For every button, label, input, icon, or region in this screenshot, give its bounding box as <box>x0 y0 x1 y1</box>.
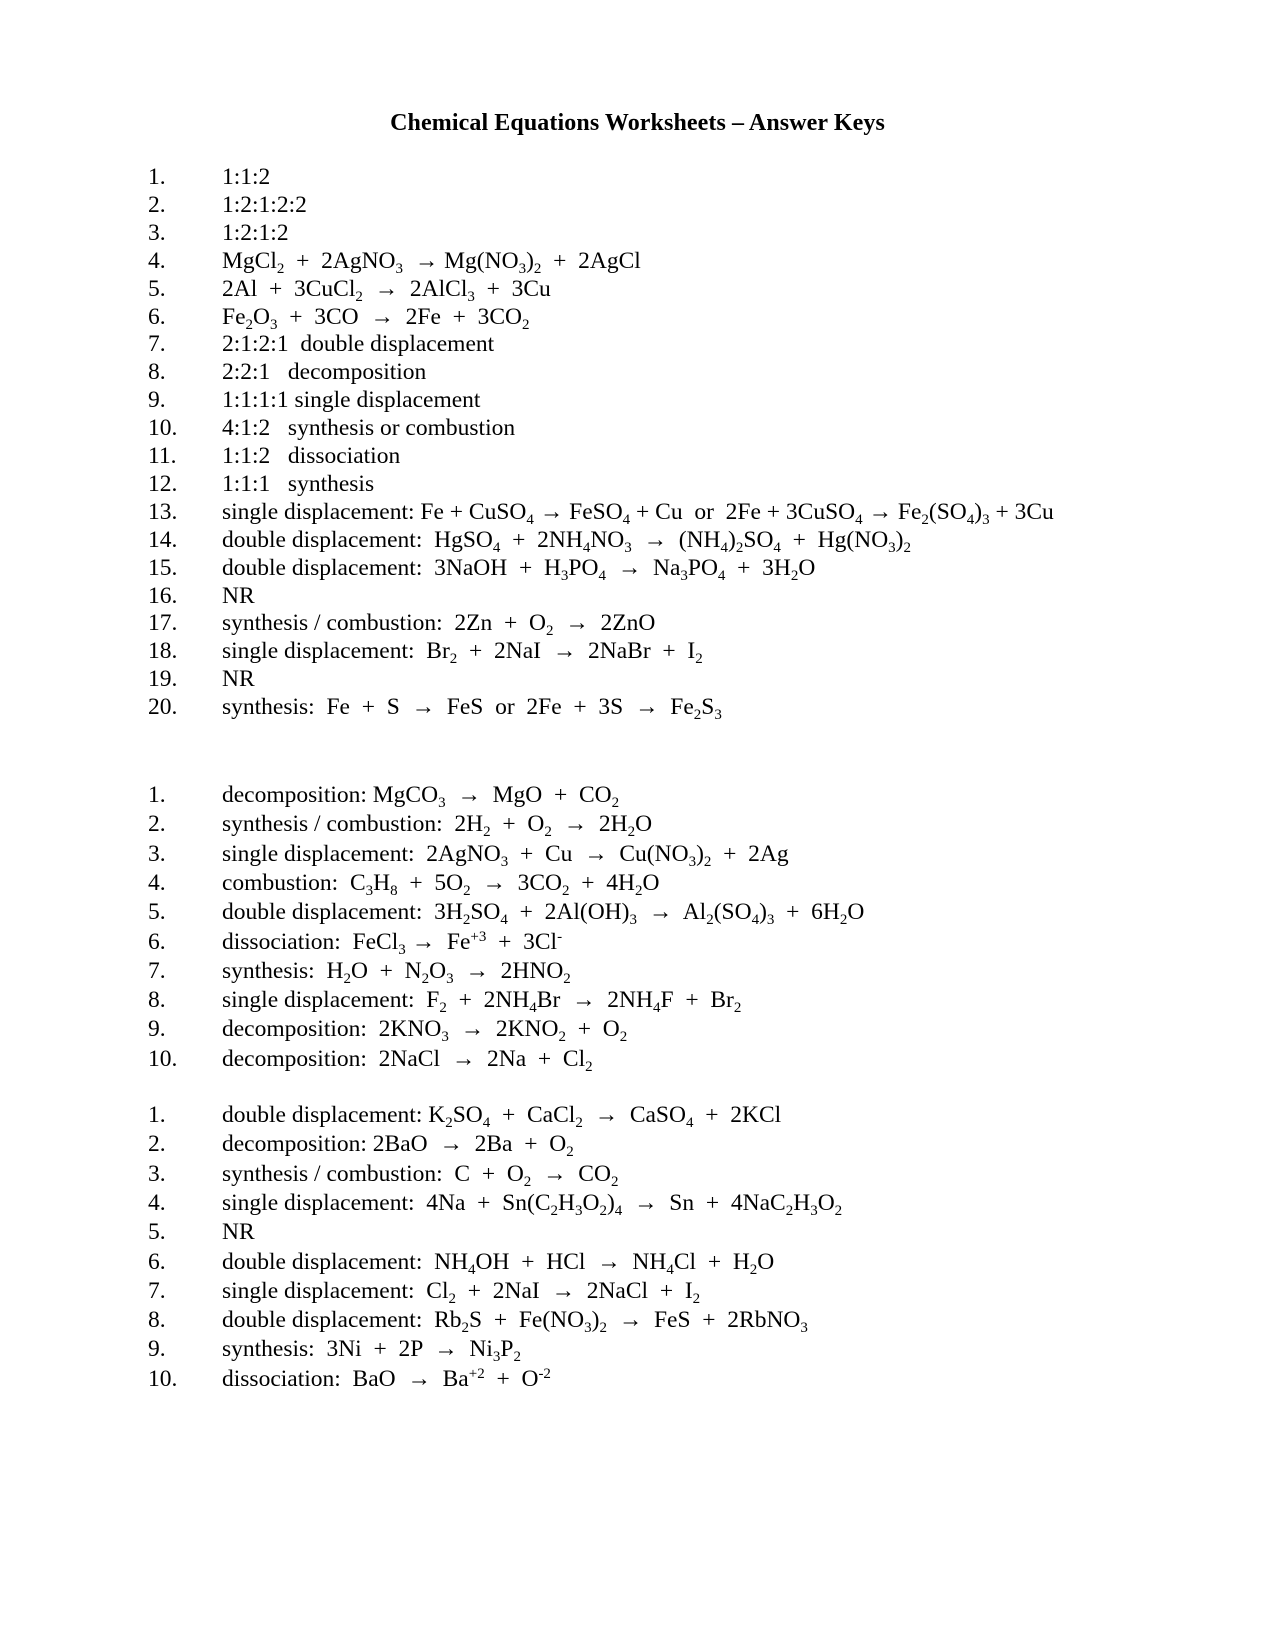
answer-row <box>0 470 1275 498</box>
answer-row <box>0 1248 1275 1276</box>
answer-text: 1:1:1:1 single displacement <box>222 387 481 414</box>
answer-text: dissociation: FeCl$_3$ → $Fe^{+3} + 3Cl^-$ <box>222 928 563 958</box>
answer-row <box>0 665 1275 693</box>
answer-number: 5. <box>148 275 166 302</box>
answer-row <box>0 554 1275 582</box>
answer-text: decomposition: $2BaO \to 2Ba + O_2$ <box>222 1131 574 1161</box>
answer-text: single displacement: 2AgNO$_3$ + $Cu \to Cu(NO_3)_2 + 2Ag$ <box>222 840 789 870</box>
answer-row <box>0 1045 1275 1073</box>
answer-row <box>0 1218 1275 1246</box>
answer-text: double displacement: $NH_4OH$ + HCl → $NH_4Cl + H_2O$ <box>222 1248 775 1278</box>
answer-text: double displacement: HgSO$_4$ + $2NH_4NO_3 \to (NH_4)_2SO_4 + Hg(NO_3)_2$ <box>222 526 911 556</box>
answer-row <box>0 1306 1275 1337</box>
answer-text: 2Al + 3CuCl$_2$ → 2AlCl$_3$ + 3Cu <box>222 275 551 305</box>
answer-row <box>0 1365 1275 1393</box>
answer-text: $Fe_2O_3 + 3CO \to 2Fe + 3CO_2$ <box>222 303 530 333</box>
answer-row <box>0 191 1275 219</box>
answer-number: 6. <box>148 1248 166 1275</box>
answer-text: synthesis / combustion: $2H_2 + O_2 \to 2H_2O$ <box>222 811 653 841</box>
answer-row <box>0 781 1275 809</box>
answer-number: 3. <box>148 219 166 246</box>
answer-text: decomposition: MgCO$_3$ → MgO + $CO_2$ <box>222 782 620 811</box>
answer-number: 7. <box>148 1277 166 1304</box>
answer-row <box>0 526 1275 554</box>
answer-text: single displacement: $Br_2 + 2NaI$ → 2NaBr + $I_2$ <box>222 638 703 668</box>
answer-number: 7. <box>148 957 166 984</box>
answer-text: 1:2:1:2 <box>222 219 289 246</box>
answer-number: 2. <box>148 191 166 218</box>
answer-text: decomposition: 2NaCl → $2Na + Cl_2$ <box>222 1045 593 1075</box>
answer-number: 4. <box>148 1189 166 1216</box>
answer-number: 11. <box>148 443 177 469</box>
answer-row <box>0 693 1275 724</box>
answer-number: 7. <box>148 331 166 358</box>
answer-number: 8. <box>148 987 166 1014</box>
answer-row <box>0 219 1275 247</box>
answer-text: dissociation: BaO → $Ba^{+2} + O^{-2}$ <box>222 1365 551 1392</box>
answer-number: 3. <box>148 1160 166 1187</box>
answer-number: 9. <box>148 1016 166 1043</box>
answer-row <box>0 1101 1275 1129</box>
answer-number: 8. <box>148 1307 166 1334</box>
answer-number: 4. <box>148 247 166 274</box>
answer-row <box>0 1277 1275 1305</box>
answer-text: synthesis: $H_2O + N_2O_3 \to 2HNO_2$ <box>222 957 571 987</box>
answer-row <box>0 957 1275 985</box>
answer-number: 5. <box>148 1219 166 1246</box>
answer-number: 19. <box>148 666 178 693</box>
answer-number: 6. <box>148 303 166 330</box>
answer-number: 5. <box>148 899 166 926</box>
answer-number: 6. <box>148 928 166 955</box>
answer-text: MgCl$_2$ + 2AgNO$_3$ → $Mg(NO_3)_2$ + 2AgCl <box>222 247 641 277</box>
answer-row <box>0 898 1275 929</box>
answer-number: 1. <box>148 1102 166 1128</box>
answer-text: single displacement: Fe + CuSO$_4$ → FeSO$_4$ + Cu or 2Fe + 3CuSO$_4$ → $Fe_2(SO_4)_3 + 3Cu$ <box>222 498 1054 528</box>
answer-number: 2. <box>148 811 166 838</box>
answer-row <box>0 637 1275 668</box>
answer-row <box>0 163 1275 191</box>
answer-text: 4:1:2 synthesis or combustion <box>222 415 516 442</box>
answer-row <box>0 928 1275 956</box>
answer-row <box>0 442 1275 470</box>
answer-text: 1:1:2 <box>222 164 271 190</box>
answer-number: 9. <box>148 387 166 414</box>
answer-row <box>0 247 1275 275</box>
answer-row <box>0 582 1275 610</box>
answer-number: 1. <box>148 164 166 190</box>
answer-text: double displacement: $3H_2SO_4 + 2Al(OH)_3 \to Al_2(SO_4)_3 + 6H_2O$ <box>222 899 865 929</box>
answer-text: combustion: $C_3H_8 + 5O_2 \to 3CO_2 + 4H_2O$ <box>222 869 660 899</box>
answer-text: double displacement: $K_2SO_4$ + CaCl$_2$ → CaSO$_4$ + 2KCl <box>222 1102 782 1131</box>
answer-number: 14. <box>148 526 178 553</box>
answer-number: 17. <box>148 610 178 637</box>
answer-text: single displacement: $Cl_2 + 2NaI$ → 2NaCl + $I_2$ <box>222 1277 701 1307</box>
answer-text: single displacement: $F_2 + 2NH_4Br \to 2NH_4F + Br_2$ <box>222 987 742 1017</box>
answer-number: 8. <box>148 359 166 386</box>
answer-row <box>0 840 1275 868</box>
answer-row <box>0 1335 1275 1366</box>
answer-text: NR <box>222 582 255 609</box>
answer-row <box>0 358 1275 386</box>
answer-text: single displacement: $4Na + Sn(C_2H_3O_2)_4 \to Sn + 4NaC_2H_3O_2$ <box>222 1189 843 1219</box>
answer-number: 9. <box>148 1336 166 1363</box>
answer-row <box>0 609 1275 640</box>
answer-number: 20. <box>148 694 178 721</box>
answer-text: decomposition: $2KNO_3 \to 2KNO_2 + O_2$ <box>222 1016 628 1046</box>
answer-row <box>0 1160 1275 1188</box>
answer-number: 10. <box>148 1045 178 1072</box>
answer-number: 13. <box>148 498 178 525</box>
answer-row <box>0 1130 1275 1161</box>
answer-number: 16. <box>148 582 178 609</box>
answer-text: synthesis / combustion: $C + O_2 \to CO_2$ <box>222 1160 619 1190</box>
answer-row <box>0 386 1275 414</box>
answer-number: 1. <box>148 782 166 808</box>
answer-text: 1:2:1:2:2 <box>222 191 307 218</box>
answer-row <box>0 1015 1275 1046</box>
answer-text: synthesis: $3Ni + 2P \to Ni_3P_2$ <box>222 1336 521 1366</box>
answer-text: double displacement: $Rb_2S + Fe(NO_3)_2$ → FeS + 2RbNO$_3$ <box>222 1307 808 1337</box>
answer-row <box>0 869 1275 897</box>
answer-number: 18. <box>148 638 178 665</box>
answer-row <box>0 810 1275 841</box>
answer-text: 1:1:1 synthesis <box>222 470 375 497</box>
answer-row <box>0 986 1275 1017</box>
answer-text: 2:1:2:1 double displacement <box>222 331 495 358</box>
answer-row <box>0 303 1275 331</box>
answer-number: 4. <box>148 869 166 896</box>
answer-row <box>0 1189 1275 1217</box>
answer-row <box>0 414 1275 442</box>
answer-text: synthesis / combustion: $2Zn + O_2 \to 2ZnO$ <box>222 610 656 640</box>
answer-text: NR <box>222 666 255 693</box>
answer-number: 2. <box>148 1131 166 1158</box>
answer-row <box>0 330 1275 358</box>
answer-number: 15. <box>148 554 178 581</box>
answer-text: NR <box>222 1219 255 1246</box>
answer-row <box>0 498 1275 526</box>
page-title: Chemical Equations Worksheets – Answer Keys <box>390 110 885 136</box>
answer-text: synthesis: Fe + S → FeS or $2Fe + 3S \to Fe_2S_3$ <box>222 694 722 724</box>
answer-number: 12. <box>148 470 178 497</box>
answer-text: 2:2:1 decomposition <box>222 359 427 386</box>
answer-number: 3. <box>148 840 166 867</box>
answer-text: double displacement: 3NaOH + $H_3PO_4 \to Na_3PO_4 + 3H_2O$ <box>222 554 816 584</box>
answer-text: 1:1:2 dissociation <box>222 443 401 469</box>
answer-number: 10. <box>148 1365 178 1392</box>
answer-row <box>0 275 1275 303</box>
answer-number: 10. <box>148 415 178 442</box>
